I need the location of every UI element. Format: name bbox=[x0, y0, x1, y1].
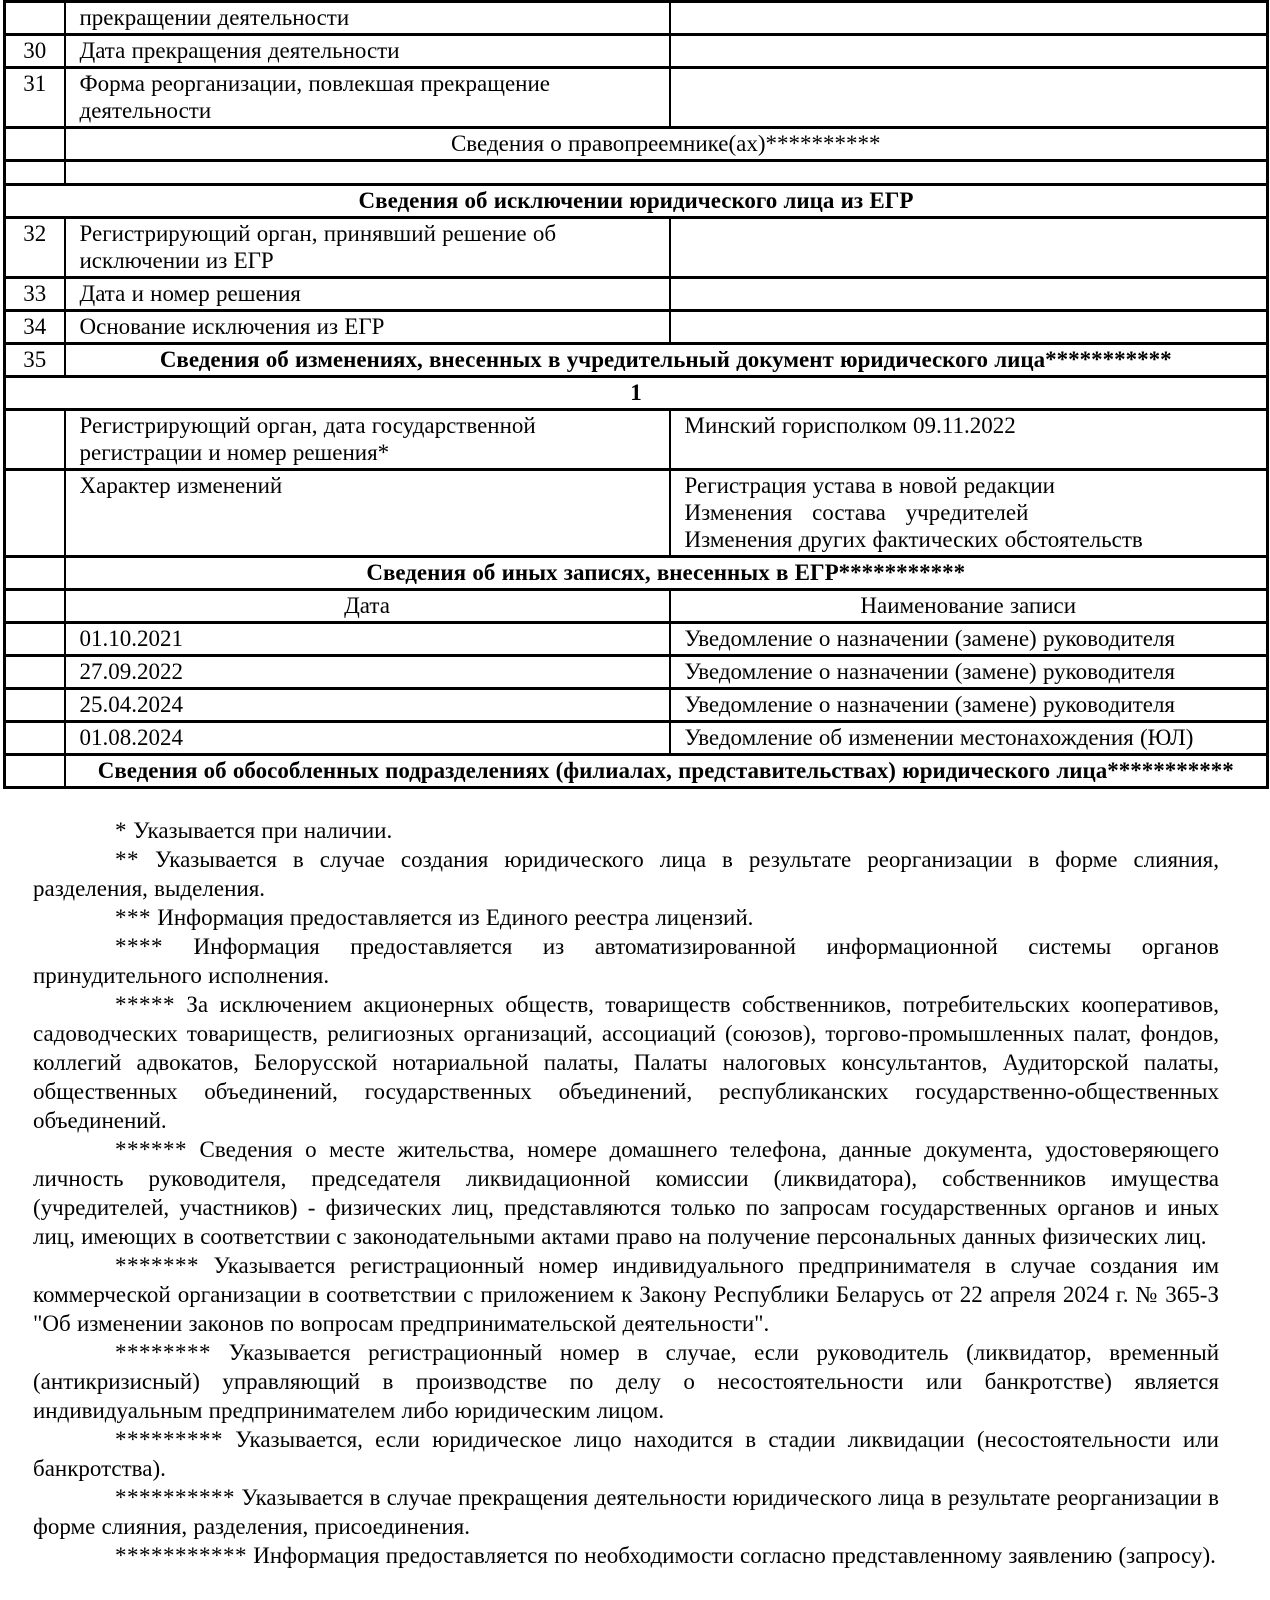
row-number-cell bbox=[5, 161, 65, 185]
value-cell bbox=[670, 68, 1268, 128]
row-number-cell bbox=[5, 410, 65, 470]
footnote-text: Указывается в случае создания юридического лица в результате реорганизации в форме слияния, разделения, выделения. bbox=[33, 847, 1220, 901]
row-number-cell bbox=[5, 689, 65, 722]
record-date-cell: 01.10.2021 bbox=[65, 623, 670, 656]
footnote-text: Указывается при наличии. bbox=[133, 818, 393, 843]
footnote-9 bbox=[33, 1425, 1219, 1483]
row-number-cell: 33 bbox=[5, 278, 65, 311]
empty-cell bbox=[65, 161, 1268, 185]
row-number-cell: 31 bbox=[5, 68, 65, 128]
footnote-marker: ** bbox=[115, 847, 139, 872]
row-number-cell bbox=[5, 656, 65, 689]
empty-row bbox=[5, 161, 1268, 185]
footnote-marker: ********** bbox=[115, 1485, 235, 1510]
record-name-cell: Уведомление о назначении (замене) руководителя bbox=[670, 656, 1268, 689]
value-cell bbox=[670, 218, 1268, 278]
records-columns-row bbox=[5, 590, 1268, 623]
footnote-11 bbox=[33, 1541, 1219, 1570]
footnote-marker: ******** bbox=[115, 1340, 211, 1365]
carryover-row bbox=[5, 2, 1268, 35]
footnote-marker: ******* bbox=[115, 1253, 199, 1278]
change-line: Регистрация устава в новой редакции bbox=[684, 473, 1055, 498]
row-number-cell: 34 bbox=[5, 311, 65, 344]
footnote-text: Информация предоставляется по необходимости согласно представленному заявлению (запросу). bbox=[253, 1543, 1216, 1568]
changes-row bbox=[5, 470, 1268, 557]
row-number-cell bbox=[5, 590, 65, 623]
row-30 bbox=[5, 35, 1268, 68]
successor-section-header: Сведения о правопреемнике(ах)********** bbox=[65, 128, 1268, 161]
footnote-10 bbox=[33, 1483, 1219, 1541]
value-cell bbox=[670, 311, 1268, 344]
change-line: Изменения состава учредителей bbox=[684, 500, 1029, 525]
other-records-section-header: Сведения об иных записях, внесенных в ЕГР*********** bbox=[65, 557, 1268, 590]
footnote-5 bbox=[33, 990, 1219, 1135]
footnote-marker: **** bbox=[115, 934, 163, 959]
entry-index: 1 bbox=[5, 377, 1268, 410]
footnote-7 bbox=[33, 1251, 1219, 1338]
footnote-marker: ****** bbox=[115, 1137, 187, 1162]
row-number-cell: 30 bbox=[5, 35, 65, 68]
footnote-2 bbox=[33, 845, 1219, 903]
footnote-marker: *** bbox=[115, 905, 151, 930]
record-row bbox=[5, 623, 1268, 656]
egr-extract-table bbox=[3, 0, 1269, 789]
row-31 bbox=[5, 68, 1268, 128]
label-cell: Дата прекращения деятельности bbox=[65, 35, 670, 68]
row-number-cell: 35 bbox=[5, 344, 65, 377]
label-cell: прекращении деятельности bbox=[65, 2, 670, 35]
successor-header-row bbox=[5, 128, 1268, 161]
row-number-cell bbox=[5, 128, 65, 161]
value-cell bbox=[670, 470, 1268, 557]
row-number-cell bbox=[5, 755, 65, 788]
label-cell: Форма реорганизации, повлекшая прекращение деятельности bbox=[65, 68, 670, 128]
row-number-cell bbox=[5, 557, 65, 590]
footnote-marker: ********* bbox=[115, 1427, 223, 1452]
footnote-text: Информация предоставляется из Единого реестра лицензий. bbox=[157, 905, 754, 930]
branches-header-row bbox=[5, 755, 1268, 788]
entry-index-row bbox=[5, 377, 1268, 410]
other-records-header-row bbox=[5, 557, 1268, 590]
footnote-8 bbox=[33, 1338, 1219, 1425]
record-date-cell: 01.08.2024 bbox=[65, 722, 670, 755]
row-number-cell bbox=[5, 722, 65, 755]
records-name-column-header: Наименование записи bbox=[670, 590, 1268, 623]
record-row bbox=[5, 722, 1268, 755]
value-cell bbox=[670, 278, 1268, 311]
changes-section-header: Сведения об изменениях, внесенных в учредительный документ юридического лица*********** bbox=[65, 344, 1268, 377]
label-cell: Основание исключения из ЕГР bbox=[65, 311, 670, 344]
label-cell: Регистрирующий орган, принявший решение об исключении из ЕГР bbox=[65, 218, 670, 278]
value-cell bbox=[670, 35, 1268, 68]
exclusion-section-header: Сведения об исключении юридического лица из ЕГР bbox=[5, 185, 1268, 218]
footnote-text: Сведения о месте жительства, номере домашнего телефона, данные документа, удостоверяющего личность руководителя, председателя ликвидационной комиссии (ликвидатора), собственников имущества (учредителей, участников) - физических лиц, представляются только по запросам государственных органов и иных лиц, имеющих в соответствии с законодательными актами право на получение персональных данных физических лиц. bbox=[33, 1137, 1219, 1249]
change-line: Изменения других фактических обстоятельств bbox=[684, 527, 1143, 552]
footnote-4 bbox=[33, 932, 1219, 990]
record-date-cell: 27.09.2022 bbox=[65, 656, 670, 689]
row-number-cell bbox=[5, 2, 65, 35]
row-32 bbox=[5, 218, 1268, 278]
footnote-text: Указывается регистрационный номер индивидуального предпринимателя в случае создания им коммерческой организации в соответствии с приложением к Закону Республики Беларусь от 22 апреля 2024 г. № 365-З "Об изменении законов по вопросам предпринимательской деятельности". bbox=[33, 1253, 1220, 1336]
row-number-cell bbox=[5, 623, 65, 656]
record-row bbox=[5, 656, 1268, 689]
record-name-cell: Уведомление о назначении (замене) руководителя bbox=[670, 689, 1268, 722]
label-cell: Регистрирующий орган, дата государственной регистрации и номер решения* bbox=[65, 410, 670, 470]
row-number-cell bbox=[5, 470, 65, 557]
footnote-marker: *********** bbox=[115, 1543, 247, 1568]
footnote-text: Указывается регистрационный номер в случае, если руководитель (ликвидатор, временный (антикризисный) управляющий в производстве по делу о несостоятельности или банкротстве) является индивидуальным предпринимателем либо юридическим лицом. bbox=[33, 1340, 1220, 1423]
record-date-cell: 25.04.2024 bbox=[65, 689, 670, 722]
value-cell bbox=[670, 2, 1268, 35]
footnotes bbox=[33, 816, 1219, 1570]
footnote-text: За исключением акционерных обществ, товариществ собственников, потребительских кооперативов, садоводческих товариществ, религиозных организаций, ассоциаций (союзов), торгово-промышленных палат, фондов, коллегий адвокатов, Белорусской нотариальной палаты, Палаты налоговых консультантов, Аудиторской палаты, общественных объединений, государственных объединений, республиканских государственно-общественных объединений. bbox=[33, 992, 1219, 1133]
footnote-3 bbox=[33, 903, 1219, 932]
footnote-marker: * bbox=[115, 818, 127, 843]
footnote-text: Указывается, если юридическое лицо находится в стадии ликвидации (несостоятельности или банкротства). bbox=[33, 1427, 1219, 1481]
record-name-cell: Уведомление об изменении местонахождения (ЮЛ) bbox=[670, 722, 1268, 755]
exclusion-section-row bbox=[5, 185, 1268, 218]
footnote-6 bbox=[33, 1135, 1219, 1251]
footnote-text: Указывается в случае прекращения деятельности юридического лица в результате реорганизации в форме слияния, разделения, присоединения. bbox=[33, 1485, 1220, 1539]
records-date-column-header: Дата bbox=[65, 590, 670, 623]
record-row bbox=[5, 689, 1268, 722]
label-cell: Дата и номер решения bbox=[65, 278, 670, 311]
footnote-1 bbox=[33, 816, 1219, 845]
registration-row bbox=[5, 410, 1268, 470]
row-35-header bbox=[5, 344, 1268, 377]
row-number-cell: 32 bbox=[5, 218, 65, 278]
branches-section-header: Сведения об обособленных подразделениях (филиалах, представительствах) юридического лица*********** bbox=[65, 755, 1268, 788]
footnote-marker: ***** bbox=[115, 992, 175, 1017]
label-cell: Характер изменений bbox=[65, 470, 670, 557]
record-name-cell: Уведомление о назначении (замене) руководителя bbox=[670, 623, 1268, 656]
value-cell: Минский горисполком 09.11.2022 bbox=[670, 410, 1268, 470]
footnote-text: Информация предоставляется из автоматизированной информационной системы органов принудительного исполнения. bbox=[33, 934, 1220, 988]
row-34 bbox=[5, 311, 1268, 344]
row-33 bbox=[5, 278, 1268, 311]
